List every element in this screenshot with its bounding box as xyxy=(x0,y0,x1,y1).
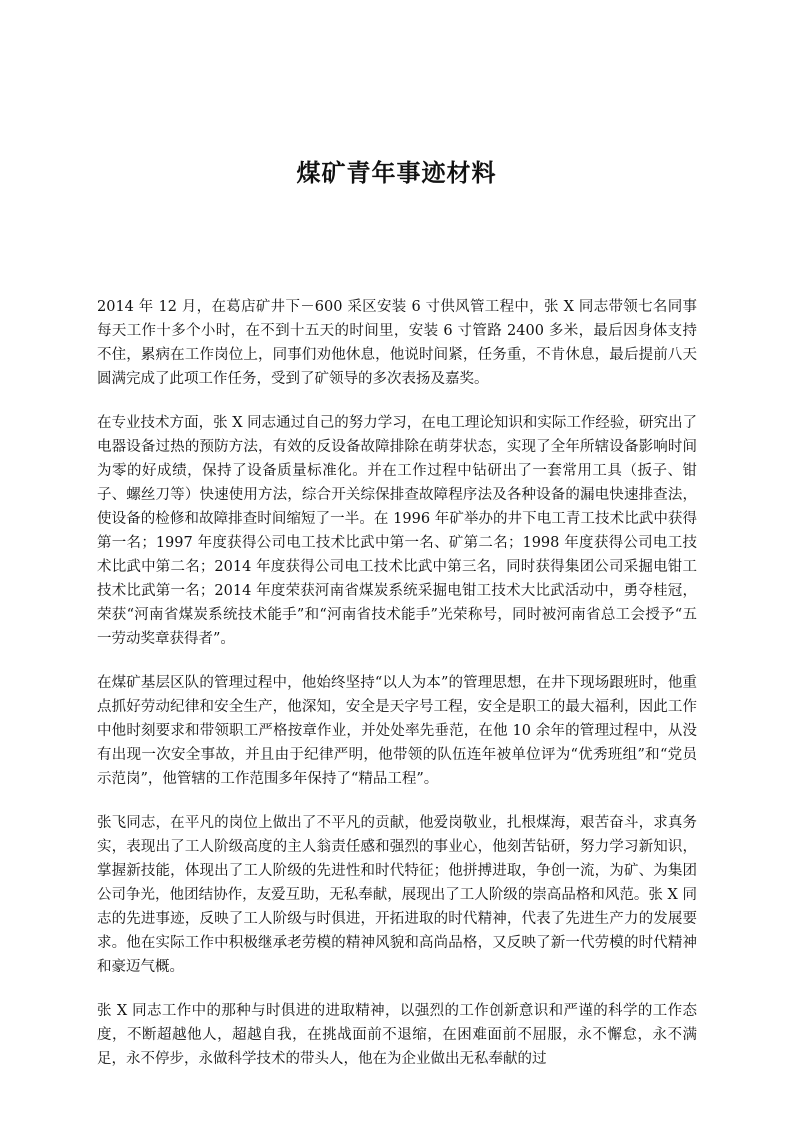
paragraph-4: 张飞同志，在平凡的岗位上做出了不平凡的贡献，他爱岗敬业，扎根煤海，艰苦奋斗，求真务实，表现出了工人阶级高度的主人翁责任感和强烈的事业心，他刻苦钻研，努力学习新知识，掌握新技能，体现出了工人阶级的先进性和时代特征；他拼搏进取，争创一流，为矿、为集团公司争光，他团结协作，友爱互助，无私奉献，展现出了工人阶级的崇高品格和风范。张 X 同志的先进事迹，反映了工人阶级与时俱进，开拓进取的时代精神，代表了先进生产力的发展要求。他在实际工作中积极继承老劳模的精神风貌和高尚品格，又反映了新一代劳模的时代精神和豪迈气概。 xyxy=(97,815,697,975)
paragraph-1: 2014 年 12 月，在葛店矿井下－600 采区安装 6 寸供风管工程中，张 X 同志带领七名同事每天工作十多个小时，在不到十五天的时间里，安装 6 寸管路 2400 多米，最后因身体支持不住，累病在工作岗位上，同事们劝他休息，他说时间紧，任务重，不肯休息，最后提前八天圆满完成了此项工作任务，受到了矿领导的多次表扬及嘉奖。 xyxy=(97,299,697,387)
paragraph-5: 张 X 同志工作中的那种与时俱进的进取精神，以强烈的工作创新意识和严谨的科学的工作态度，不断超越他人，超越自我，在挑战面前不退缩，在困难面前不屈服，永不懈怠，永不满足，永不停步，永做科学技术的带头人，他在为企业做出无私奉献的过 xyxy=(97,1003,697,1067)
document-body xyxy=(97,295,697,1091)
document-title: 煤矿青年事迹材料 xyxy=(296,159,497,188)
paragraph-2: 在专业技术方面，张 X 同志通过自己的努力学习，在电工理论知识和实际工作经验，研究出了电器设备过热的预防方法，有效的反设备故障排除在萌芽状态，实现了全年所辖设备影响时间为零的好成绩，保持了设备质量标准化。并在工作过程中钻研出了一套常用工具（扳子、钳子、螺丝刀等）快速使用方法，综合开关综保排查故障程序法及各种设备的漏电快速排查法，使设备的检修和故障排查时间缩短了一半。在 1996 年矿举办的井下电工青工技术比武中获得第一名；1997 年度获得公司电工技术比武中第一名、矿第二名；1998 年度获得公司电工技术比武中第二名；2014 年度获得公司电工技术比武中第三名，同时获得集团公司采掘电钳工技术比武第一名；2014 年度荣获河南省煤炭系统采掘电钳工技术大比武活动中，勇夺桂冠，荣获“河南省煤炭系统技术能手”和“河南省技术能手”光荣称号，同时被河南省总工会授予“五一劳动奖章获得者”。 xyxy=(97,415,697,647)
paragraph-3: 在煤矿基层区队的管理过程中，他始终坚持“以人为本”的管理思想，在井下现场跟班时，他重点抓好劳动纪律和安全生产，他深知，安全是天字号工程，安全是职工的最大福利，因此工作中他时刻要求和带领职工严格按章作业，并处处率先垂范，在他 10 余年的管理过程中，从没有出现一次安全事故，并且由于纪律严明，他带领的队伍连年被单位评为“优秀班组”和“党员示范岗”，他管辖的工作范围多年保持了“精品工程”。 xyxy=(97,675,697,787)
